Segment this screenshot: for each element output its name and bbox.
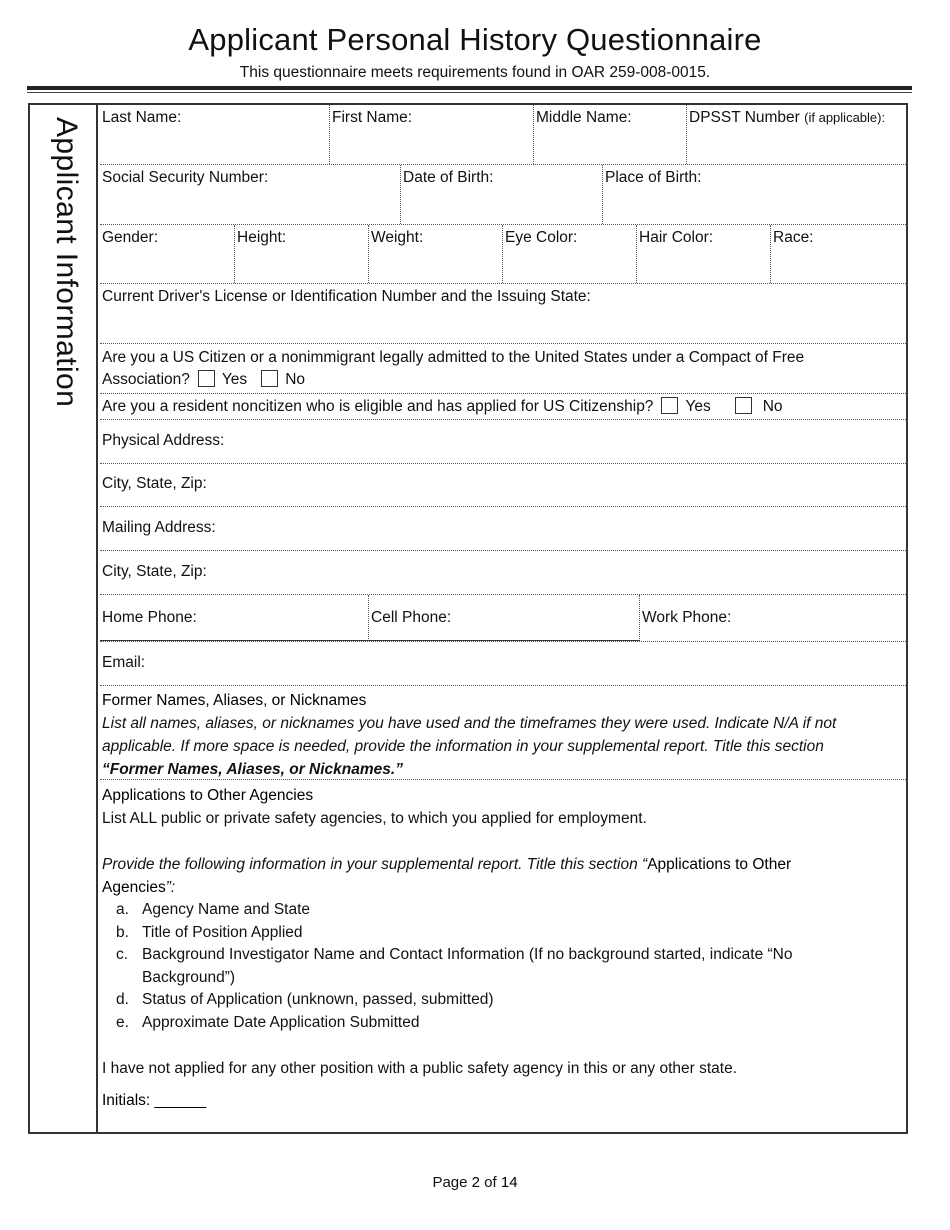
home-phone-field[interactable] bbox=[100, 595, 369, 641]
names-row bbox=[100, 105, 906, 165]
resident-yes-label: Yes bbox=[685, 398, 711, 415]
resident-yes-checkbox[interactable] bbox=[661, 397, 678, 414]
ssn-field[interactable] bbox=[100, 165, 401, 224]
race-label: Race: bbox=[773, 229, 814, 246]
place-of-birth-field[interactable] bbox=[603, 165, 906, 224]
city-state-zip-label-2: City, State, Zip: bbox=[102, 563, 207, 580]
applications-block bbox=[100, 780, 906, 1112]
former-names-instructions-2: applicable. If more space is needed, provide the information in your supplemental report. Title this section bbox=[102, 738, 824, 755]
cell-phone-label: Cell Phone: bbox=[371, 609, 452, 626]
list-item-letter: e. bbox=[116, 1013, 129, 1031]
height-label: Height: bbox=[237, 229, 287, 246]
citizen-no-checkbox[interactable] bbox=[261, 370, 278, 387]
middle-name-label: Middle Name: bbox=[536, 109, 632, 126]
list-item-letter: d. bbox=[116, 991, 129, 1008]
city-state-zip-row-1 bbox=[100, 464, 906, 507]
former-names-instructions-1: List all names, aliases, or nicknames you have used and the timeframes they were used. Indicate N/A if not bbox=[102, 715, 837, 732]
physical-address-label: Physical Address: bbox=[102, 432, 225, 449]
page-word: Page bbox=[432, 1174, 468, 1191]
email-field[interactable] bbox=[100, 642, 906, 685]
physical-address-field[interactable] bbox=[100, 420, 906, 463]
ssn-label: Social Security Number: bbox=[102, 169, 269, 186]
place-of-birth-label: Place of Birth: bbox=[605, 169, 702, 186]
former-names-section bbox=[100, 686, 906, 780]
list-item bbox=[116, 989, 906, 1012]
eye-color-field[interactable] bbox=[503, 225, 637, 283]
page-title: Applicant Personal History Questionnaire bbox=[188, 22, 762, 57]
mailing-address-field[interactable] bbox=[100, 507, 906, 550]
applications-section-title-part1: Applications to Other bbox=[647, 856, 792, 873]
list-item-text: Title of Position Applied bbox=[142, 923, 303, 941]
license-row bbox=[100, 284, 906, 344]
list-item-text-continued: Background”) bbox=[142, 968, 236, 986]
list-item-text: Status of Application (unknown, passed, submitted) bbox=[142, 991, 494, 1008]
resident-question-text: Are you a resident noncitizen who is eligible and has applied for US Citizenship? bbox=[102, 398, 654, 415]
section-label: Applicant Information bbox=[50, 117, 83, 408]
citizen-yes-label: Yes bbox=[221, 371, 248, 388]
applications-provide-text: Provide the following information in your supplemental report. Title this section “ bbox=[102, 856, 648, 873]
height-field[interactable] bbox=[235, 225, 369, 283]
citizen-question bbox=[100, 344, 906, 391]
citizen-no-label: No bbox=[285, 371, 306, 388]
former-names-block bbox=[100, 686, 906, 781]
citizen-row bbox=[100, 344, 906, 394]
applications-intro: List ALL public or private safety agencies, to which you applied for employment. bbox=[102, 810, 647, 827]
dob-field[interactable] bbox=[401, 165, 603, 224]
resident-row bbox=[100, 394, 906, 420]
physical-row bbox=[100, 225, 906, 284]
citizen-question-line2: Association? bbox=[102, 371, 190, 388]
resident-no-label: No bbox=[762, 398, 783, 415]
page-footer bbox=[0, 1174, 950, 1191]
weight-field[interactable] bbox=[369, 225, 503, 283]
page-number: 2 bbox=[471, 1174, 480, 1191]
page-total: 14 bbox=[500, 1174, 518, 1191]
gender-field[interactable] bbox=[100, 225, 235, 283]
list-item-letter: a. bbox=[116, 901, 129, 918]
applications-statement: I have not applied for any other position with a public safety agency in this or any other state. bbox=[102, 1060, 738, 1077]
list-item-letter: b. bbox=[116, 923, 129, 941]
identity-row bbox=[100, 165, 906, 225]
mailing-address-label: Mailing Address: bbox=[102, 519, 216, 536]
list-item bbox=[116, 944, 906, 989]
dob-label: Date of Birth: bbox=[403, 169, 494, 186]
initials-field[interactable]: Initials: ______ bbox=[102, 1092, 207, 1109]
work-phone-label: Work Phone: bbox=[642, 609, 732, 626]
license-field[interactable] bbox=[100, 284, 906, 343]
former-names-section-title: “Former Names, Aliases, or Nicknames.” bbox=[102, 761, 403, 778]
race-field[interactable] bbox=[771, 225, 906, 283]
email-row bbox=[100, 642, 906, 686]
citizen-yes-checkbox[interactable] bbox=[198, 370, 215, 387]
applications-info-list bbox=[116, 899, 906, 1034]
former-names-heading: Former Names, Aliases, or Nicknames bbox=[102, 692, 367, 709]
eye-color-label: Eye Color: bbox=[505, 229, 578, 246]
cell-phone-field[interactable] bbox=[369, 595, 640, 641]
form-grid bbox=[100, 105, 906, 1132]
city-state-zip-row-2 bbox=[100, 551, 906, 595]
header-rule-thin bbox=[27, 92, 912, 93]
license-label: Current Driver's License or Identification Number and the Issuing State: bbox=[102, 288, 591, 305]
work-phone-field[interactable] bbox=[640, 595, 906, 641]
applications-heading: Applications to Other Agencies bbox=[102, 787, 314, 804]
header-rule-thick bbox=[27, 86, 912, 90]
dpsst-label: DPSST Number bbox=[689, 109, 800, 126]
section-sidebar bbox=[30, 105, 98, 1132]
hair-color-label: Hair Color: bbox=[639, 229, 714, 246]
page-subtitle: This questionnaire meets requirements found in OAR 259-008-0015. bbox=[239, 64, 711, 81]
list-item-text: Background Investigator Name and Contact Information (If no background started, indicate “No bbox=[142, 946, 793, 963]
dpsst-number-field[interactable] bbox=[687, 105, 906, 164]
applications-section-title-part2: Agencies bbox=[102, 879, 166, 896]
resident-question bbox=[100, 394, 906, 418]
middle-name-field[interactable] bbox=[534, 105, 687, 164]
last-name-label: Last Name: bbox=[102, 109, 182, 126]
hair-color-field[interactable] bbox=[637, 225, 771, 283]
applications-provide-end: ”: bbox=[165, 879, 176, 896]
email-label: Email: bbox=[102, 654, 146, 671]
weight-label: Weight: bbox=[371, 229, 424, 246]
gender-label: Gender: bbox=[102, 229, 159, 246]
list-item-letter: c. bbox=[116, 946, 129, 963]
citizen-question-line1: Are you a US Citizen or a nonimmigrant legally admitted to the United States under a Compact of Free bbox=[102, 349, 805, 366]
dpsst-note: (if applicable): bbox=[804, 110, 886, 125]
city-state-zip-label-1: City, State, Zip: bbox=[102, 475, 207, 492]
first-name-label: First Name: bbox=[332, 109, 413, 126]
city-state-zip-field-1[interactable] bbox=[100, 464, 906, 506]
list-item bbox=[116, 1012, 906, 1035]
resident-no-checkbox[interactable] bbox=[735, 397, 752, 414]
of-word: of bbox=[484, 1174, 497, 1191]
mailing-address-row bbox=[100, 507, 906, 551]
applications-section bbox=[100, 780, 906, 1132]
last-name-field[interactable] bbox=[100, 105, 330, 164]
list-item-text: Approximate Date Application Submitted bbox=[142, 1013, 420, 1031]
physical-address-row bbox=[100, 420, 906, 464]
city-state-zip-field-2[interactable] bbox=[100, 551, 906, 594]
list-item-text: Agency Name and State bbox=[142, 901, 311, 918]
applicant-form bbox=[28, 103, 908, 1134]
list-item bbox=[116, 922, 906, 945]
list-item bbox=[116, 899, 906, 922]
phones-row bbox=[100, 595, 906, 642]
home-phone-label: Home Phone: bbox=[102, 609, 197, 626]
first-name-field[interactable] bbox=[330, 105, 534, 164]
